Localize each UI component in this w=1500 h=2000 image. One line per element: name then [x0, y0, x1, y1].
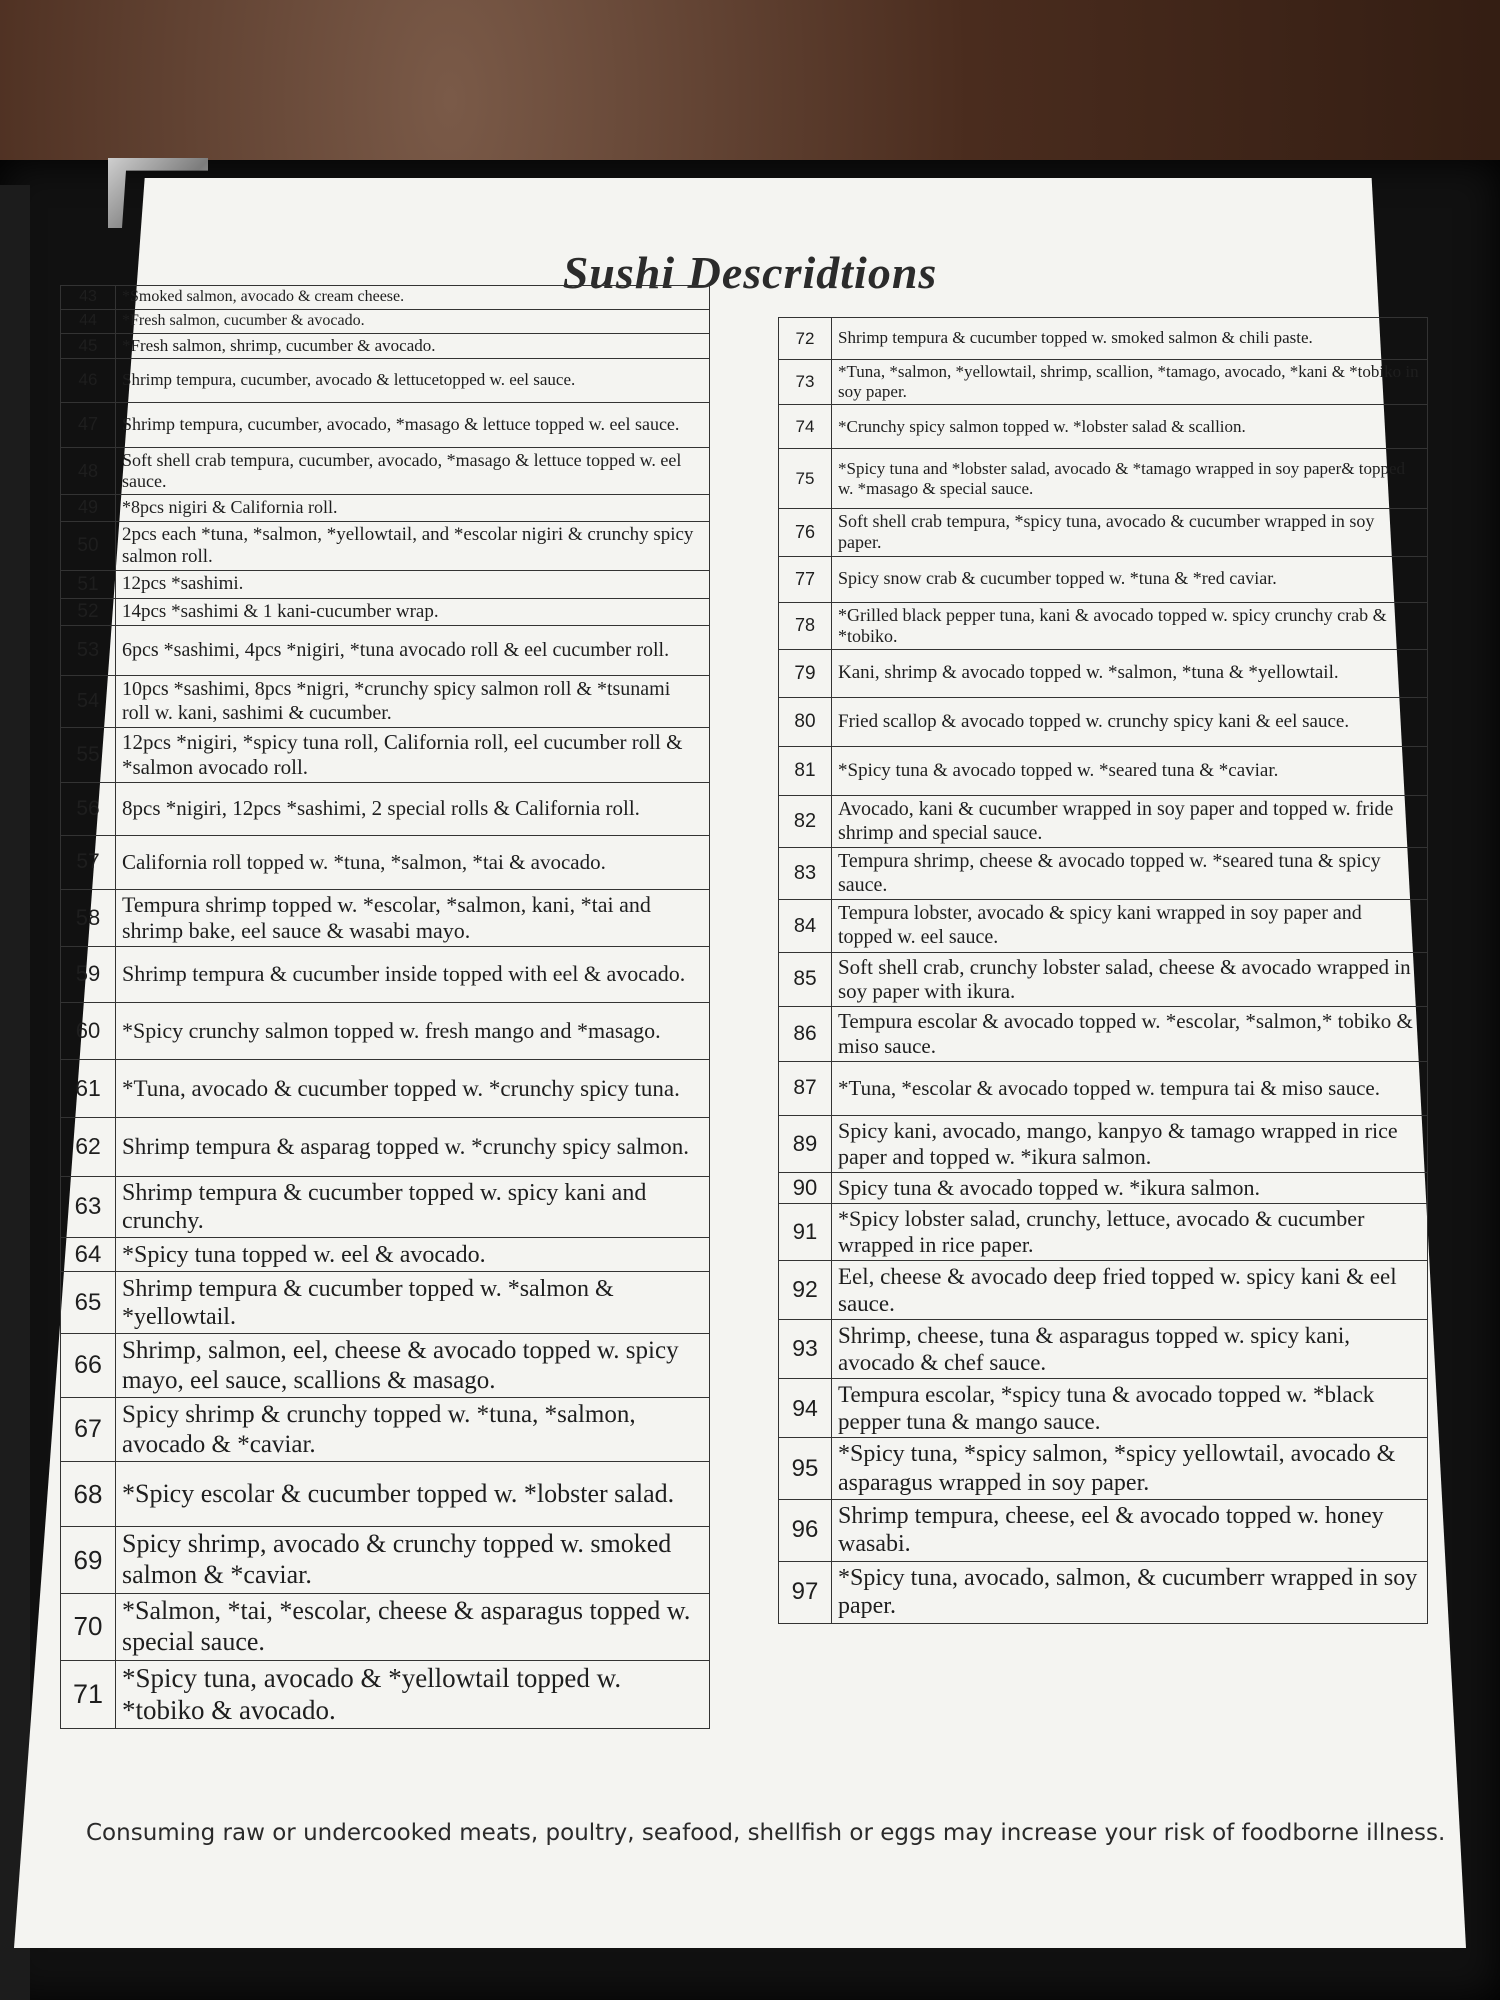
item-description: *Spicy tuna and *lobster salad, avocado & *tamago wrapped in soy paper& topped w. *masago & special sauce.: [832, 449, 1428, 509]
menu-item-row: [779, 449, 1428, 509]
item-number: 91: [779, 1203, 832, 1260]
menu-item-row: [61, 728, 710, 783]
item-description: *8pcs nigiri & California roll.: [116, 495, 710, 521]
item-number: 70: [61, 1593, 116, 1660]
menu-item-row: [779, 1319, 1428, 1378]
item-description: Shrimp tempura, cucumber, avocado & lettucetopped w. eel sauce.: [116, 358, 710, 402]
menu-item-row: [61, 1462, 710, 1527]
item-number: 78: [779, 602, 832, 649]
item-number: 60: [61, 1002, 116, 1059]
menu-item-row: [779, 1438, 1428, 1500]
item-number: 58: [61, 889, 116, 946]
item-description: Shrimp tempura & cucumber topped w. *salmon & *yellowtail.: [116, 1272, 710, 1334]
item-number: 77: [779, 556, 832, 602]
menu-item-row: [779, 848, 1428, 900]
item-description: *Crunchy spicy salmon topped w. *lobster salad & scallion.: [832, 405, 1428, 449]
item-description: Fried scallop & avocado topped w. crunchy spicy kani & eel sauce.: [832, 698, 1428, 747]
menu-item-row: [779, 1007, 1428, 1062]
menu-item-row: [61, 1272, 710, 1334]
item-description: Shrimp tempura & asparag topped w. *crunchy spicy salmon.: [116, 1117, 710, 1176]
item-number: 84: [779, 900, 832, 952]
menu-item-row: [779, 1115, 1428, 1172]
item-description: *Salmon, *tai, *escolar, cheese & asparagus topped w. special sauce.: [116, 1593, 710, 1660]
menu-item-row: [61, 571, 710, 598]
menu-item-row: [61, 835, 710, 889]
item-description: Tempura lobster, avocado & spicy kani wrapped in soy paper and topped w. eel sauce.: [832, 900, 1428, 952]
page-title: Sushi Descridtions: [562, 247, 938, 298]
item-description: *Spicy lobster salad, crunchy, lettuce, avocado & cucumber wrapped in rice paper.: [832, 1203, 1428, 1260]
item-description: *Smoked salmon, avocado & cream cheese.: [116, 286, 710, 310]
item-number: 50: [61, 521, 116, 571]
item-number: 97: [779, 1561, 832, 1623]
item-description: Spicy snow crab & cucumber topped w. *tuna & *red caviar.: [832, 556, 1428, 602]
item-description: 14pcs *sashimi & 1 kani-cucumber wrap.: [116, 598, 710, 625]
item-description: Soft shell crab tempura, *spicy tuna, avocado & cucumber wrapped in soy paper.: [832, 509, 1428, 556]
menu-item-row: [61, 521, 710, 571]
item-number: 68: [61, 1462, 116, 1527]
menu-item-row: [779, 698, 1428, 747]
item-number: 46: [61, 358, 116, 402]
item-number: 43: [61, 286, 116, 310]
item-number: 90: [779, 1172, 832, 1203]
item-number: 79: [779, 650, 832, 698]
item-number: 82: [779, 796, 832, 848]
item-number: 51: [61, 571, 116, 598]
item-number: 95: [779, 1438, 832, 1500]
menu-item-row: [779, 1499, 1428, 1561]
item-number: 63: [61, 1176, 116, 1238]
item-description: *Spicy escolar & cucumber topped w. *lobster salad.: [116, 1462, 710, 1527]
item-number: 44: [61, 309, 116, 333]
menu-item-row: [779, 650, 1428, 698]
item-number: 81: [779, 747, 832, 796]
item-description: Tempura escolar, *spicy tuna & avocado topped w. *black pepper tuna & mango sauce.: [832, 1379, 1428, 1438]
item-description: Shrimp tempura, cheese, eel & avocado topped w. honey wasabi.: [832, 1499, 1428, 1561]
item-number: 89: [779, 1115, 832, 1172]
menu-item-row: [61, 1002, 710, 1059]
item-description: Spicy shrimp & crunchy topped w. *tuna, *salmon, avocado & *caviar.: [116, 1398, 710, 1462]
item-number: 93: [779, 1319, 832, 1378]
menu-item-row: [779, 318, 1428, 360]
menu-item-row: [779, 360, 1428, 405]
item-description: Shrimp, salmon, eel, cheese & avocado topped w. spicy mayo, eel sauce, scallions & masago.: [116, 1334, 710, 1398]
item-number: 54: [61, 676, 116, 728]
menu-item-row: [61, 309, 710, 333]
item-description: *Spicy tuna, avocado & *yellowtail topped w. *tobiko & avocado.: [116, 1660, 710, 1729]
menu-item-row: [779, 405, 1428, 449]
item-description: 2pcs each *tuna, *salmon, *yellowtail, and *escolar nigiri & crunchy spicy salmon roll.: [116, 521, 710, 571]
item-description: Tempura escolar & avocado topped w. *escolar, *salmon,* tobiko & miso sauce.: [832, 1007, 1428, 1062]
item-description: Spicy tuna & avocado topped w. *ikura salmon.: [832, 1172, 1428, 1203]
menu-item-row: [61, 889, 710, 946]
item-description: *Grilled black pepper tuna, kani & avocado topped w. spicy crunchy crab & *tobiko.: [832, 602, 1428, 649]
item-number: 72: [779, 318, 832, 360]
item-description: Eel, cheese & avocado deep fried topped w. spicy kani & eel sauce.: [832, 1260, 1428, 1319]
item-number: 64: [61, 1238, 116, 1272]
item-description: 10pcs *sashimi, 8pcs *nigri, *crunchy spicy salmon roll & *tsunami roll w. kani, sashimi & cucumber.: [116, 676, 710, 728]
item-description: *Spicy tuna topped w. eel & avocado.: [116, 1238, 710, 1272]
item-description: Tempura shrimp, cheese & avocado topped w. *seared tuna & spicy sauce.: [832, 848, 1428, 900]
item-number: 71: [61, 1660, 116, 1729]
menu-item-row: [61, 1334, 710, 1398]
item-description: *Tuna, avocado & cucumber topped w. *crunchy spicy tuna.: [116, 1059, 710, 1117]
menu-item-row: [779, 952, 1428, 1007]
menu-item-row: [779, 1172, 1428, 1203]
item-number: 85: [779, 952, 832, 1007]
menu-item-row: [779, 1379, 1428, 1438]
item-number: 96: [779, 1499, 832, 1561]
item-description: Shrimp, cheese, tuna & asparagus topped w. spicy kani, avocado & chef sauce.: [832, 1319, 1428, 1378]
item-description: Shrimp tempura & cucumber inside topped with eel & avocado.: [116, 946, 710, 1002]
menu-item-row: [61, 676, 710, 728]
menu-item-row: [61, 1059, 710, 1117]
menu-item-row: [61, 946, 710, 1002]
item-number: 66: [61, 1334, 116, 1398]
item-description: *Spicy tuna & avocado topped w. *seared tuna & *caviar.: [832, 747, 1428, 796]
item-description: *Tuna, *salmon, *yellowtail, shrimp, scallion, *tamago, avocado, *kani & *tobiko in soy paper.: [832, 360, 1428, 405]
item-description: Soft shell crab, crunchy lobster salad, cheese & avocado wrapped in soy paper with ikura.: [832, 952, 1428, 1007]
item-description: *Spicy crunchy salmon topped w. fresh mango and *masago.: [116, 1002, 710, 1059]
item-number: 73: [779, 360, 832, 405]
item-description: 12pcs *nigiri, *spicy tuna roll, California roll, eel cucumber roll & *salmon avocado roll.: [116, 728, 710, 783]
item-description: Spicy shrimp, avocado & crunchy topped w. smoked salmon & *caviar.: [116, 1527, 710, 1593]
item-description: *Spicy tuna, avocado, salmon, & cucumberr wrapped in soy paper.: [832, 1561, 1428, 1623]
item-number: 87: [779, 1061, 832, 1115]
item-description: California roll topped w. *tuna, *salmon, *tai & avocado.: [116, 835, 710, 889]
item-description: *Tuna, *escolar & avocado topped w. tempura tai & miso sauce.: [832, 1061, 1428, 1115]
item-description: Shrimp tempura & cucumber topped w. smoked salmon & chili paste.: [832, 318, 1428, 360]
menu-item-row: [779, 1260, 1428, 1319]
right-menu-table: [778, 317, 1428, 1624]
menu-item-row: [61, 1398, 710, 1462]
item-number: 55: [61, 728, 116, 783]
menu-item-row: [61, 333, 710, 358]
item-description: Tempura shrimp topped w. *escolar, *salmon, kani, *tai and shrimp bake, eel sauce & wasabi mayo.: [116, 889, 710, 946]
item-number: 76: [779, 509, 832, 556]
menu-item-row: [61, 626, 710, 676]
item-description: Soft shell crab tempura, cucumber, avocado, *masago & lettuce topped w. eel sauce.: [116, 447, 710, 494]
item-description: Spicy kani, avocado, mango, kanpyo & tamago wrapped in rice paper and topped w. *ikura salmon.: [832, 1115, 1428, 1172]
item-number: 69: [61, 1527, 116, 1593]
menu-item-row: [61, 447, 710, 494]
menu-item-row: [61, 782, 710, 835]
item-description: Kani, shrimp & avocado topped w. *salmon, *tuna & *yellowtail.: [832, 650, 1428, 698]
item-number: 92: [779, 1260, 832, 1319]
item-number: 57: [61, 835, 116, 889]
item-description: *Fresh salmon, shrimp, cucumber & avocado.: [116, 333, 710, 358]
menu-item-row: [61, 1593, 710, 1660]
item-description: 6pcs *sashimi, 4pcs *nigiri, *tuna avocado roll & eel cucumber roll.: [116, 626, 710, 676]
menu-item-row: [61, 1176, 710, 1238]
item-number: 86: [779, 1007, 832, 1062]
menu-item-row: [61, 1527, 710, 1593]
menu-item-row: [61, 1117, 710, 1176]
item-number: 52: [61, 598, 116, 625]
item-number: 61: [61, 1059, 116, 1117]
item-number: 49: [61, 495, 116, 521]
item-number: 83: [779, 848, 832, 900]
item-number: 94: [779, 1379, 832, 1438]
item-number: 75: [779, 449, 832, 509]
item-number: 80: [779, 698, 832, 747]
menu-item-row: [61, 495, 710, 521]
item-description: *Fresh salmon, cucumber & avocado.: [116, 309, 710, 333]
menu-item-row: [61, 1660, 710, 1729]
item-number: 56: [61, 782, 116, 835]
item-number: 65: [61, 1272, 116, 1334]
item-number: 53: [61, 626, 116, 676]
menu-item-row: [779, 602, 1428, 649]
binder-spine: [0, 185, 30, 2000]
menu-item-row: [61, 402, 710, 447]
item-description: Avocado, kani & cucumber wrapped in soy paper and topped w. fride shrimp and special sauce.: [832, 796, 1428, 848]
item-number: 47: [61, 402, 116, 447]
menu-item-row: [779, 1061, 1428, 1115]
menu-item-row: [61, 358, 710, 402]
menu-item-row: [779, 900, 1428, 952]
item-description: 8pcs *nigiri, 12pcs *sashimi, 2 special rolls & California roll.: [116, 782, 710, 835]
item-description: 12pcs *sashimi.: [116, 571, 710, 598]
item-description: *Spicy tuna, *spicy salmon, *spicy yellowtail, avocado & asparagus wrapped in soy paper.: [832, 1438, 1428, 1500]
menu-item-row: [779, 1561, 1428, 1623]
item-number: 59: [61, 946, 116, 1002]
item-number: 62: [61, 1117, 116, 1176]
item-number: 74: [779, 405, 832, 449]
left-menu-table: [60, 285, 710, 1729]
item-description: Shrimp tempura, cucumber, avocado, *masago & lettuce topped w. eel sauce.: [116, 402, 710, 447]
menu-item-row: [61, 1238, 710, 1272]
menu-item-row: [779, 556, 1428, 602]
item-description: Shrimp tempura & cucumber topped w. spicy kani and crunchy.: [116, 1176, 710, 1238]
menu-item-row: [61, 598, 710, 625]
item-number: 67: [61, 1398, 116, 1462]
menu-item-row: [779, 1203, 1428, 1260]
menu-item-row: [779, 747, 1428, 796]
menu-item-row: [61, 286, 710, 310]
menu-item-row: [779, 509, 1428, 556]
food-safety-disclaimer: Consuming raw or undercooked meats, poultry, seafood, shellfish or eggs may increase your risk of foodborne illness.: [86, 1820, 1446, 1846]
item-number: 45: [61, 333, 116, 358]
item-number: 48: [61, 447, 116, 494]
menu-item-row: [779, 796, 1428, 848]
